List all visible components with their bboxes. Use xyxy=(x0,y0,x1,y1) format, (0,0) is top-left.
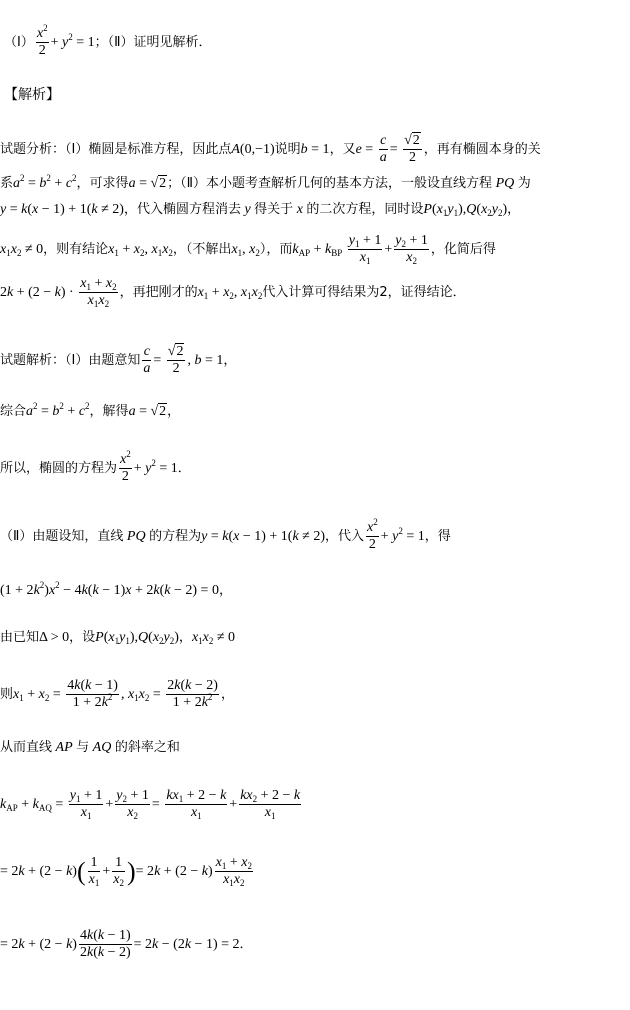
solution-line-10: = 2k + (2 − k)( $\frac{1}{x_1}$ + $\frac{1}{x_2}$ )= 2k + (2 − k) $\frac{x_1 + x_2}{x_1x_2}$ xyxy=(0,855,252,889)
solution-line-6: 由已知Δ > 0，设$P(x_1y_1),Q(x_2y_2)$，$x_1x_2 \ne 0$ xyxy=(0,630,236,646)
analysis-text: ，又 xyxy=(329,141,356,157)
analysis-text: 系 xyxy=(0,176,14,191)
analysis-text: ，再有椭圆本身的关 xyxy=(423,141,541,157)
analysis-text: ，可求得 xyxy=(76,176,129,191)
solution-text: 从而直线 xyxy=(0,740,53,755)
solution-text: 综合 xyxy=(0,404,27,419)
analysis-text: ， xyxy=(507,202,521,217)
answer-line xyxy=(4,23,212,59)
solution-text: （Ⅱ）由题设知，直线 xyxy=(0,528,124,544)
solution-line-8: 从而直线 AP 与 AQ 的斜率之和 xyxy=(0,740,180,755)
solution-text: ， xyxy=(218,583,232,598)
analysis-text: 的二次方程，同时设 xyxy=(306,202,424,217)
solution-text: ， xyxy=(220,686,234,702)
solution-text: 的斜率之和 xyxy=(114,740,180,755)
analysis-text: ，代入椭圆方程消去 xyxy=(123,202,241,217)
solution-text: 所以，椭圆的方程为 xyxy=(0,460,118,476)
analysis-text: 得关于 xyxy=(254,202,294,217)
solution-line-7: 则$x_1 + x_2$ = $\frac{4k(k - 1)}{1 + 2k^2}$ , $x_1x_2$ = $\frac{2k(k - 2)}{1 + 2k^2}$ ， xyxy=(0,678,234,711)
solution-line-11: = 2k + (2 − k) $\frac{4k(k - 1)}{2k(k - 2)}$ = 2k − (2k − 1) = 2． xyxy=(0,928,253,961)
solution-line-4: （Ⅱ）由题设知，直线 PQ 的方程为y = k(x − 1) + 1(k ≠ 2)，代入 $\frac{x^2}{2}$ + $y^2 = 1$，得 xyxy=(0,517,451,553)
analysis-text: ，则有结论 xyxy=(43,241,109,257)
analysis-text: ，再把刚才的 xyxy=(119,284,198,300)
analysis-text: 说明 xyxy=(274,141,301,157)
solution-text: ，得 xyxy=(424,528,451,544)
solution-line-1: 试题解析：（Ⅰ）由题意知 $\frac{c}{a}$ = $\frac{√2}{2}$ , b = 1， xyxy=(0,344,237,377)
analysis-text: ，（不解出 xyxy=(172,241,232,257)
solution-text: ， xyxy=(178,630,192,645)
analysis-line-5: 2k + (2 − k) · $\frac{x_1 + x_2}{x_1x_2}$ ，再把刚才的$x_1 + x_2$, $x_1x_2$代入计算可得结果为2，证得结论． xyxy=(0,276,466,310)
analysis-line-3: y = k(x − 1) + 1(k ≠ 2)，代入椭圆方程消去 y 得关于 x 的二次方程，同时设$P(x_1y_1),Q(x_2y_2)$， xyxy=(0,202,521,218)
solution-line-3: 所以，椭圆的方程为 $\frac{x^2}{2}$ + $y^2 = 1$． xyxy=(0,449,191,485)
analysis-text: 代入计算可得结果为2，证得结论． xyxy=(262,284,466,300)
solution-text: 则 xyxy=(0,686,14,702)
analysis-text: ；（Ⅱ）本小题考查解析几何的基本方法，一般设直线方程 xyxy=(167,176,493,191)
solution-text: ． xyxy=(239,936,253,952)
solution-text: 的方程为 xyxy=(149,528,202,544)
solution-line-2: 综合$a^2 = b^2 + c^2$，解得a = √2， xyxy=(0,401,181,419)
analysis-text: 试题分析：（Ⅰ）椭圆是标准方程，因此点 xyxy=(0,141,232,157)
solution-text: ，解得 xyxy=(89,404,129,419)
answer-part2-label: ；（Ⅱ）证明见解析． xyxy=(94,34,212,50)
ellipse-equation: $\frac{x^2}{2}$ + $y^2 = 1$ xyxy=(36,23,95,59)
analysis-text: ），而 xyxy=(259,241,293,257)
solution-text: 由已知 xyxy=(0,630,40,645)
answer-part1-label: （Ⅰ） xyxy=(4,34,34,50)
section-title: 【解析】 xyxy=(4,87,60,103)
solution-text: ，设 xyxy=(69,630,96,645)
solution-text: ，代入 xyxy=(325,528,365,544)
analysis-line-1: 试题分析：（Ⅰ）椭圆是标准方程，因此点A(0,−1)说明b = 1，又e = $\frac{c}{a}$ = $\frac{√2}{2}$ ，再有椭圆本身的关 xyxy=(0,133,541,166)
solution-text: ， xyxy=(223,352,237,368)
analysis-text: 为 xyxy=(517,176,531,191)
analysis-text: ，化简后得 xyxy=(430,241,496,257)
solution-line-9: $k_{AP} + k_{AQ}$ = $\frac{y_1 + 1}{x_1}$ + $\frac{y_2 + 1}{x_2}$ = $\frac{kx_1 + 2 - k}{x_1}$ + $\frac{kx_2 + 2 - k}{x_1}$ xyxy=(0,788,301,822)
solution-text: 与 xyxy=(76,740,90,755)
solution-text: 试题解析：（Ⅰ）由题意知 xyxy=(0,352,141,368)
solution-text: ． xyxy=(177,460,191,476)
analysis-line-2: 系$a^2 = b^2 + c^2$，可求得a = √2；（Ⅱ）本小题考查解析几何的基本方法，一般设直线方程 PQ 为 xyxy=(0,173,531,191)
solution-text: ， xyxy=(167,404,181,419)
analysis-line-4: $x_1x_2 \ne 0$，则有结论$x_1 + x_2$, $x_1x_2$，（不解出$x_1$, $x_2$），而$k_{AP} + k_{BP}$ $\frac{y_1 + 1}{x_1}$ + $\frac{y_2 + 1}{x_2}$ ，化简后得 xyxy=(0,233,496,267)
solution-line-5: $(1 + 2k^2)x^2 - 4k(k - 1)x + 2k(k - 2) = 0$， xyxy=(0,580,232,598)
